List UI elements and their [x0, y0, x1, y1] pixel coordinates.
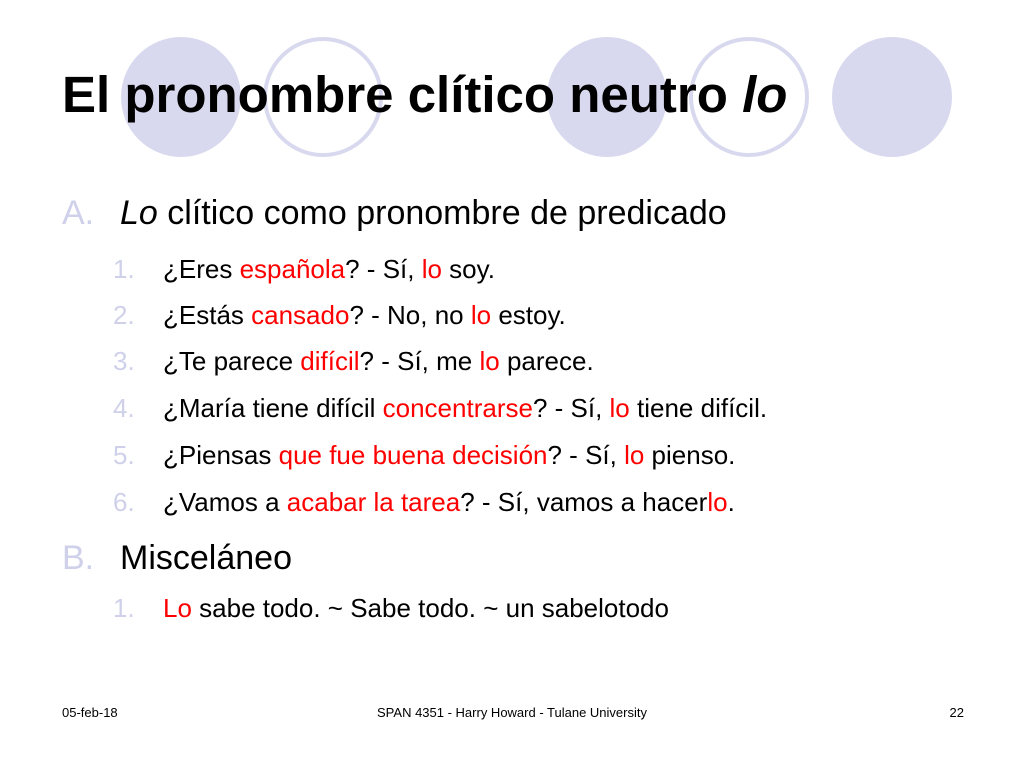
list-item: [113, 393, 767, 424]
item-text: ? - No, no: [349, 300, 471, 330]
item-text: ? - Sí, me: [359, 346, 480, 376]
item-marker: 1.: [113, 593, 135, 623]
item-marker: 3.: [113, 346, 135, 376]
footer-course-info: SPAN 4351 - Harry Howard - Tulane University: [377, 705, 647, 720]
item-text: ¿Estás: [163, 300, 252, 330]
item-text: ¿Te parece: [163, 346, 301, 376]
list-item: [113, 440, 735, 471]
highlighted-text: lo: [470, 300, 492, 330]
list-item: [113, 593, 669, 624]
item-text: ? - Sí,: [345, 254, 422, 284]
highlighted-text: lo: [707, 487, 728, 517]
item-marker: 2.: [113, 300, 135, 330]
section-heading-b: [62, 538, 292, 579]
section-marker: A.: [62, 194, 95, 232]
section-heading-a: [62, 193, 727, 234]
highlighted-text: Lo: [163, 593, 192, 623]
item-text: ? - Sí,: [547, 440, 625, 470]
item-text: pienso.: [644, 440, 736, 470]
item-text: ¿Vamos a: [163, 487, 287, 517]
highlighted-text: lo: [609, 393, 630, 423]
highlighted-text: lo: [421, 254, 442, 284]
item-text: ? - Sí,: [532, 393, 610, 423]
item-text: ? - Sí, vamos a hacer: [460, 487, 708, 517]
item-marker: 5.: [113, 440, 135, 470]
item-text: tiene difícil.: [629, 393, 768, 423]
item-text: ¿María tiene difícil: [163, 393, 383, 423]
section-marker: B.: [62, 539, 95, 577]
highlighted-text: concentrarse: [382, 393, 533, 423]
item-text: soy.: [441, 254, 495, 284]
item-text: .: [727, 487, 735, 517]
item-text: estoy.: [491, 300, 566, 330]
item-text: parece.: [499, 346, 594, 376]
footer-page-number: 22: [949, 705, 964, 720]
list-item: [113, 254, 495, 285]
section-heading-text: clítico como pronombre de predicado: [157, 194, 727, 232]
item-text: ¿Eres: [163, 254, 240, 284]
title-italic: lo: [742, 66, 788, 123]
item-marker: 1.: [113, 254, 135, 284]
item-text: ¿Piensas: [163, 440, 279, 470]
highlighted-text: difícil: [300, 346, 360, 376]
list-item: [113, 487, 735, 518]
section-heading-italic: Lo: [120, 194, 158, 232]
item-text: sabe todo. ~ Sabe todo. ~ un sabelotodo: [191, 593, 669, 623]
highlighted-text: lo: [479, 346, 500, 376]
section-heading-text: Misceláneo: [120, 539, 292, 577]
highlighted-text: que fue buena decisión: [278, 440, 548, 470]
list-item: [113, 300, 566, 331]
highlighted-text: lo: [624, 440, 645, 470]
highlighted-text: cansado: [251, 300, 350, 330]
highlighted-text: acabar la tarea: [286, 487, 461, 517]
highlighted-text: española: [239, 254, 346, 284]
title-main: El pronombre clítico neutro: [62, 66, 743, 123]
footer-date: 05-feb-18: [62, 705, 118, 720]
item-marker: 6.: [113, 487, 135, 517]
list-item: [113, 346, 594, 377]
item-marker: 4.: [113, 393, 135, 423]
